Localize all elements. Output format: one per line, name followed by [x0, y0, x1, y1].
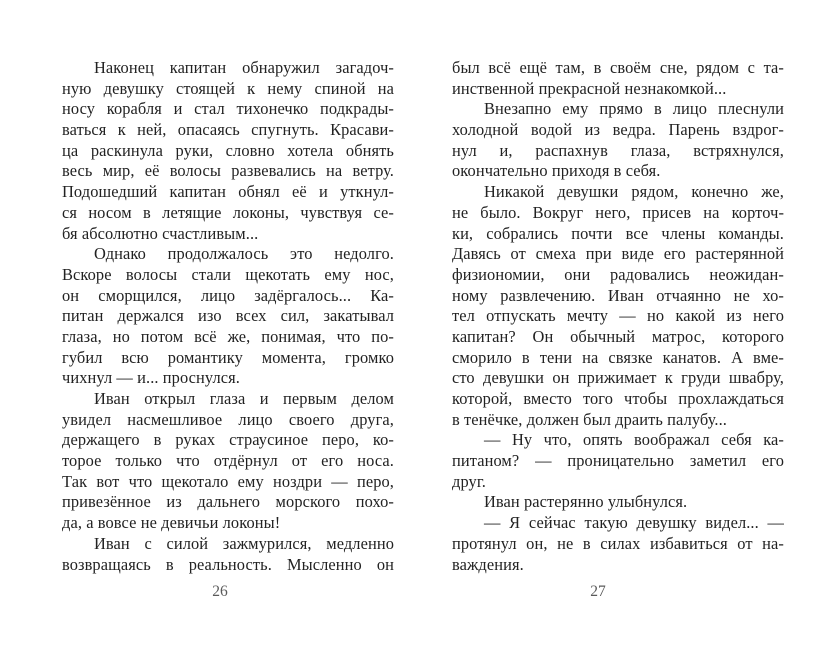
text-line: торое только что отдёрнул от его носа.	[62, 451, 394, 471]
text-line: Наконец капитан обнаружил загадоч-	[94, 58, 394, 77]
text-line: бя абсолютно счастливым...	[62, 223, 259, 243]
text-line: да, а вовсе не девичьи локоны!	[62, 513, 281, 533]
text-line: протянул он, не в силах избавиться от на-	[452, 533, 784, 553]
text-line: холодной водой из ведра. Парень вздрог-	[452, 120, 784, 140]
text-line: носу корабля и стал тихонечко подкрады-	[62, 99, 394, 119]
text-line: не было. Вокруг него, присев на корточ-	[452, 202, 784, 222]
text-line: которой, вместо того чтобы прохлаждаться	[452, 389, 784, 408]
text-line: глаза, но потом всё же, понимая, что по-	[62, 326, 394, 346]
text-line: ся носом в летящие локоны, чувствуя се-	[62, 202, 394, 222]
text-line: друг.	[452, 471, 486, 491]
text-line: возвращаясь в реальность. Мысленно он	[62, 554, 394, 574]
text-line: в тенёчке, должен был драить палубу...	[452, 409, 727, 429]
text-line: ному развлечению. Иван отчаянно не хо-	[452, 285, 784, 305]
book-page-left-text	[62, 58, 394, 575]
text-line: сморило в тени на связке канатов. А вме-	[452, 347, 784, 367]
text-line: Так вот что щекотало ему ноздри — перо,	[62, 471, 394, 491]
text-line: важдения.	[452, 554, 524, 574]
text-line: Никакой девушки рядом, конечно же,	[484, 182, 784, 202]
text-line: питан держался изо всех сил, закатывал	[62, 306, 394, 326]
text-line: губил всю романтику момента, громко	[62, 347, 394, 367]
text-line: Внезапно ему прямо в лицо плеснули	[484, 99, 784, 119]
text-line: привезённое из дальнего морского похо-	[62, 492, 394, 512]
book-page-right-text	[452, 58, 784, 575]
text-line: ваться к ней, опасаясь спугнуть. Красави-	[62, 120, 394, 140]
text-line: ца раскинула руки, словно хотела обнять	[62, 140, 394, 160]
text-line: был всё ещё там, в своём сне, рядом с та-	[452, 58, 784, 77]
text-line: — Ну что, опять воображал себя ка-	[484, 430, 784, 450]
text-line: Иван с силой зажмурился, медленно	[94, 533, 394, 553]
text-line: ки, собрались почти все члены команды.	[452, 223, 784, 243]
text-line: Однако продолжалось это недолго.	[94, 244, 394, 264]
text-line: ную девушку стоящей к нему спиной на	[62, 78, 394, 98]
text-line: окончательно приходя в себя.	[452, 161, 661, 181]
text-line: Иван открыл глаза и первым делом	[94, 389, 394, 408]
text-line: физиономии, они радовались неожидан-	[452, 264, 784, 284]
text-line: он сморщился, лицо задёргалось... Ка-	[62, 285, 394, 305]
page-number-right: 27	[590, 583, 606, 600]
text-line: Давясь от смеха при виде его растерянной	[452, 244, 784, 264]
text-line: увидел насмешливое лицо своего друга,	[62, 409, 394, 429]
text-line: тел отпускать мечту — но какой из него	[452, 306, 784, 326]
text-line: Подошедший капитан обнял её и уткнул-	[62, 182, 394, 202]
text-line: сто девушки он прижимает к груди швабру,	[452, 368, 784, 388]
text-line: держащего в руках страусиное перо, ко-	[62, 430, 394, 450]
text-line: инственной прекрасной незнакомкой...	[452, 78, 727, 98]
text-line: питаном? — проницательно заметил его	[452, 451, 784, 471]
text-line: Вскоре волосы стали щекотать ему нос,	[62, 264, 394, 284]
text-line: капитан? Он обычный матрос, которого	[452, 326, 784, 346]
text-line: весь мир, её волосы развевались на ветру.	[62, 161, 394, 181]
text-line: нул и, распахнув глаза, встряхнулся,	[452, 140, 784, 160]
page-number-left: 26	[212, 583, 228, 600]
text-line: Иван растерянно улыбнулся.	[484, 492, 688, 512]
text-line: — Я сейчас такую девушку видел... —	[484, 513, 784, 533]
text-line: чихнул — и... проснулся.	[62, 368, 240, 388]
